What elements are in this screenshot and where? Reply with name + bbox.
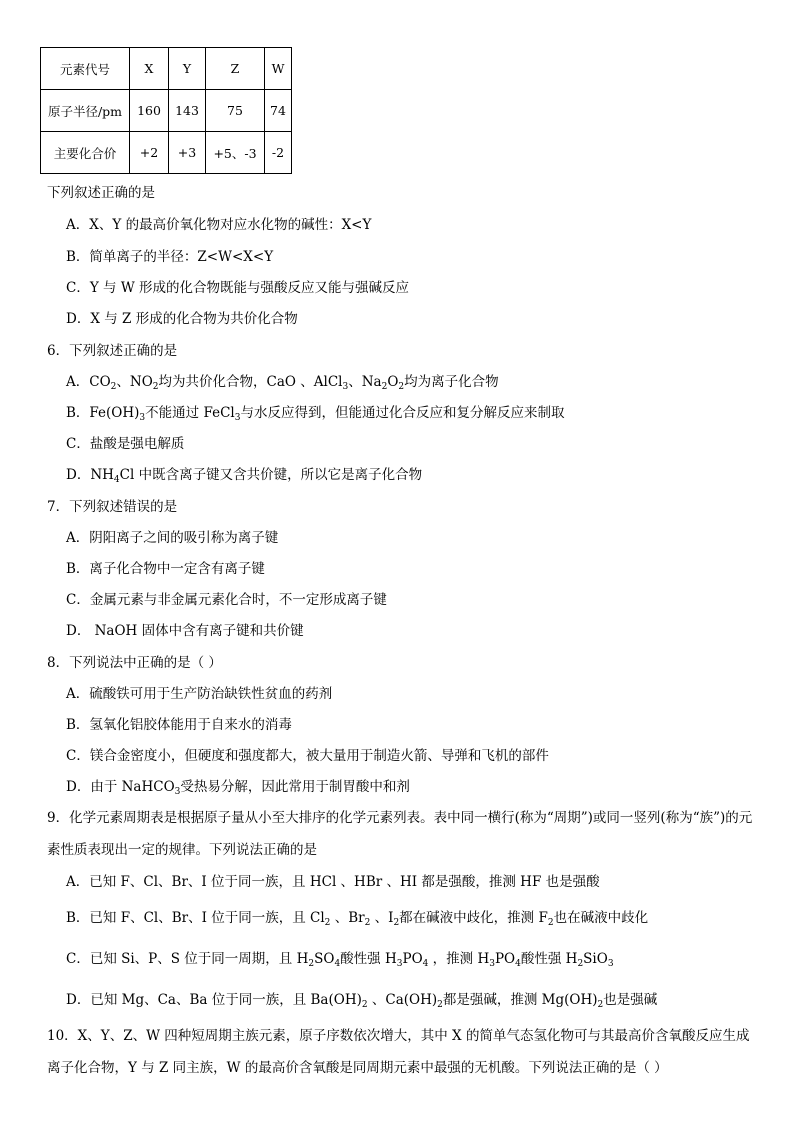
table-cell: X	[130, 48, 169, 90]
question-8-stem: 8．下列说法中正确的是（ ）	[47, 655, 222, 671]
table-cell: 74	[265, 90, 292, 132]
element-data-table	[40, 47, 292, 174]
q9-option-a: A．已知 F、Cl、Br、I 位于同一族，且 HCl 、HBr 、HI 都是强酸，推测 HF 也是强酸	[66, 874, 600, 890]
q6-option-a: A．$CO_2$、$NO_2$均为共价化合物，CaO 、AlCl$_3$、$Na_2O_2$均为离子化合物	[66, 374, 499, 392]
table-cell: 160	[130, 90, 169, 132]
table-cell: 原子半径/pm	[41, 90, 130, 132]
table-cell: W	[265, 48, 292, 90]
q7-option-d: D． NaOH 固体中含有离子键和共价键	[66, 623, 304, 639]
table-row	[41, 132, 292, 174]
question-5-stem: 下列叙述正确的是	[47, 185, 155, 201]
table-cell: Z	[206, 48, 265, 90]
table-header-row	[41, 48, 292, 90]
q9-option-c: C．已知 Si、P、S 位于同一周期，且 $H_2SO_4$酸性强 $H_3PO_4$ ，推测 $H_3PO_4$酸性强 $H_2SiO_3$	[66, 951, 614, 969]
table-cell: +2	[130, 132, 169, 174]
q9-option-d: D．已知 Mg、Ca、Ba 位于同一族，且 $Ba(OH)_2$ 、$Ca(OH)_2$都是强碱，推测 $Mg(OH)_2$也是强碱	[66, 992, 658, 1010]
question-6-stem: 6．下列叙述正确的是	[47, 343, 178, 359]
q7-option-b: B．离子化合物中一定含有离子键	[66, 561, 265, 577]
table-cell: Y	[169, 48, 206, 90]
q8-option-b: B．氢氧化铝胶体能用于自来水的消毒	[66, 717, 292, 733]
q8-option-d: D．由于 NaHCO$_3$受热易分解，因此常用于制胃酸中和剂	[66, 779, 410, 797]
q5-option-a: A．X、Y 的最高价氧化物对应水化物的碱性：X<Y	[66, 217, 372, 233]
table-row	[41, 90, 292, 132]
q5-option-b: B．简单离子的半径：Z<W<X<Y	[66, 249, 274, 265]
q5-option-c: C．Y 与 W 形成的化合物既能与强酸反应又能与强碱反应	[66, 280, 409, 296]
q7-option-a: A．阴阳离子之间的吸引称为离子键	[66, 530, 279, 546]
q6-option-d: D．$NH_4Cl$ 中既含离子键又含共价键，所以它是离子化合物	[66, 467, 423, 485]
question-7-stem: 7．下列叙述错误的是	[47, 499, 178, 515]
q8-option-a: A．硫酸铁可用于生产防治缺铁性贫血的药剂	[66, 686, 333, 702]
table-cell: -2	[265, 132, 292, 174]
q9-option-b: B．已知 F、Cl、Br、I 位于同一族，且 $Cl_2$ 、$Br_2$ 、$I_2$都在碱液中歧化，推测 $F_2$也在碱液中歧化	[66, 910, 649, 928]
question-10-stem: 10．X、Y、Z、W 四种短周期主族元素，原子序数依次增大，其中 X 的简单气态氢化物可与其最高价含氧酸反应生成离子化合物，Y 与 Z 同主族，W 的最高价含氧酸是同周期元素中最强的无机酸。下列说法正确的是（ ）	[47, 1028, 750, 1076]
table-cell: +3	[169, 132, 206, 174]
question-9-stem: 9．化学元素周期表是根据原子量从小至大排序的化学元素列表。表中同一横行(称为“周期”)或同一竖列(称为“族”)的元素性质表现出一定的规律。下列说法正确的是	[47, 810, 753, 858]
table-cell: 元素代号	[41, 48, 130, 90]
q8-option-c: C．镁合金密度小，但硬度和强度都大，被大量用于制造火箭、导弹和飞机的部件	[66, 748, 549, 764]
q6-option-c: C．盐酸是强电解质	[66, 436, 185, 452]
table-cell: 75	[206, 90, 265, 132]
table-cell: 143	[169, 90, 206, 132]
q7-option-c: C．金属元素与非金属元素化合时，不一定形成离子键	[66, 592, 387, 608]
table-cell: +5、-3	[206, 132, 265, 174]
q5-option-d: D．X 与 Z 形成的化合物为共价化合物	[66, 311, 298, 327]
table-cell: 主要化合价	[41, 132, 130, 174]
q6-option-b: B．$Fe(OH)_3$不能通过 FeCl$_3$与水反应得到，但能通过化合反应和复分解反应来制取	[66, 405, 565, 423]
